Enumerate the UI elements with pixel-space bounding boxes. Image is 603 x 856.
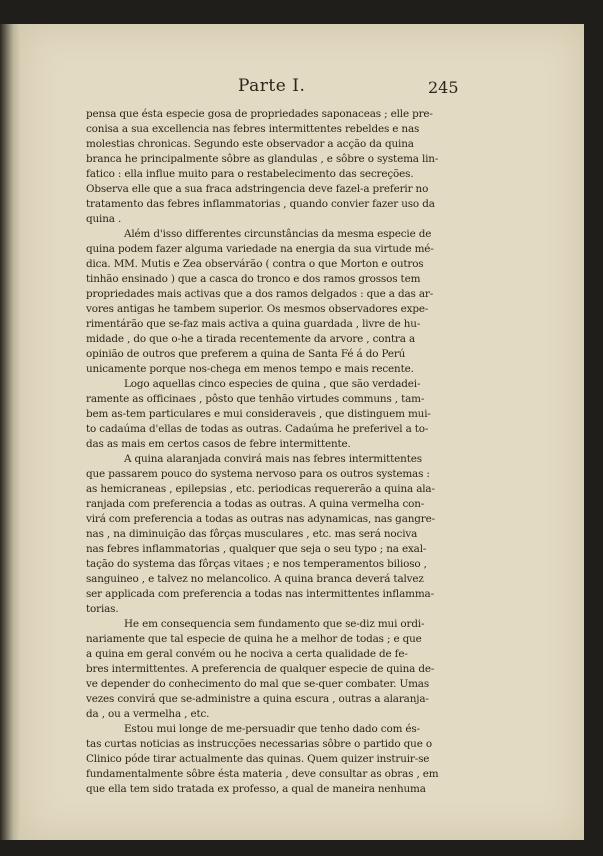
text-line: Observa elle que a sua fraca adstringencia deve fazel-a preferir no (86, 183, 429, 195)
text-line: tinhão ensinado ) que a casca do tronco e dos ramos grossos tem (86, 273, 421, 285)
page-number: 245 (428, 78, 459, 97)
text-line: vores antigas he tambem superior. Os mesmos observadores expe- (86, 303, 429, 315)
text-line: nariamente que tal especie de quina he a melhor de todas ; e que (86, 633, 422, 645)
text-line: bem as-tem particulares e mui consideraveis , que distinguem mui- (86, 408, 431, 420)
text-line: fundamentalmente sôbre ésta materia , deve consultar as obras , em (86, 768, 439, 780)
text-line: nas , na diminuição das fôrças musculares , etc. mas será nociva (86, 528, 418, 540)
text-line: to cadaúma d'ellas de todas as outras. Cadaúma he preferivel a to- (86, 423, 429, 435)
text-line: molestias chronicas. Segundo este observador a acção da quina (86, 138, 414, 150)
running-head: Parte I. (238, 76, 306, 96)
text-line: rimentárão que se-faz mais activa a quina guardada , livre de hu- (86, 318, 421, 330)
text-line: bres intermittentes. A preferencia de qualquer especie de quina de- (86, 663, 435, 675)
text-line: ve depender do conhecimento do mal que se-quer combater. Umas (86, 678, 430, 690)
text-line: Clinico póde tirar actualmente das quinas. Quem quizer instruir-se (86, 753, 430, 765)
paragraph-2 (86, 227, 480, 377)
text-line: branca he principalmente sôbre as glandulas , e sôbre o systema lin- (86, 153, 439, 165)
page-header (20, 76, 584, 106)
paragraph-4 (86, 452, 480, 617)
text-line: sanguineo , e talvez no melancolico. A quina branca deverá talvez (86, 573, 424, 585)
text-line: propriedades mais activas que a dos ramos delgados : que a das ar- (86, 288, 434, 300)
text-line: ser applicada com preferencia a todas nas intermittentes inflamma- (86, 588, 434, 600)
text-line: conisa a sua excellencia nas febres intermittentes rebeldes e nas (86, 123, 420, 135)
text-line: fatico : ella influe muito para o restabelecimento das secreções. (86, 168, 414, 180)
text-line: da , ou a vermelha , etc. (86, 708, 210, 720)
paragraph-5 (86, 617, 480, 722)
text-line: nas febres inflammatorias , qualquer que seja o seu typo ; na exal- (86, 543, 427, 555)
text-line: vezes convirá que se-administre a quina escura , outras a alaranja- (86, 693, 429, 705)
text-line: Estou mui longe de me-persuadir que tenho dado com és- (124, 723, 420, 735)
book-gutter (0, 24, 22, 840)
text-line: midade , do que o-he a tirada recentemente da arvore , contra a (86, 333, 415, 345)
text-line: das as mais em certos casos de febre intermittente. (86, 438, 351, 450)
text-line: dica. MM. Mutis e Zea observárão ( contra o que Morton e outros (86, 258, 424, 270)
text-line: ramente as officinaes , pôsto que tenhão virtudes communs , tam- (86, 393, 425, 405)
book-page (20, 24, 584, 840)
paragraph-6 (86, 722, 480, 797)
text-line: tação do systema das fôrças vitaes ; e nos temperamentos bilioso , (86, 558, 427, 570)
text-line: a quina em geral convém ou he nociva a certa qualidade de fe- (86, 648, 408, 660)
text-line: tratamento das febres inflammatorias , quando convier fazer uso da (86, 198, 435, 210)
text-line: He em consequencia sem fundamento que se-diz mui ordi- (124, 618, 425, 630)
text-line: que passarem pouco do systema nervoso para os outros systemas : (86, 468, 430, 480)
text-line: as hemicraneas , epilepsias , etc. periodicas requererão a quina ala- (86, 483, 435, 495)
text-line: quina podem fazer alguma variedade na energia da sua virtude mé- (86, 243, 434, 255)
paragraph-1 (86, 107, 480, 227)
text-line: tas curtas noticias as instrucções necessarias sôbre o partido que o (86, 738, 432, 750)
text-line: Logo aquellas cinco especies de quina , que são verdadei- (124, 378, 421, 390)
paragraph-3 (86, 377, 480, 452)
text-line: pensa que ésta especie gosa de propriedades saponaceas ; elle pre- (86, 108, 433, 120)
text-line: que ella tem sido tratada ex professo, a qual de maneira nenhuma (86, 783, 426, 795)
body-text (86, 107, 480, 797)
text-line: quina . (86, 213, 122, 225)
text-line: Além d'isso differentes circunstâncias da mesma especie de (124, 228, 432, 240)
text-line: ranjada com preferencia a todas as outras. A quina vermelha con- (86, 498, 425, 510)
text-line: opinião de outros que preferem a quina de Santa Fé á do Perú (86, 348, 406, 360)
text-line: unicamente porque nos-chega em menos tempo e mais recente. (86, 363, 414, 375)
text-line: torias. (86, 603, 119, 615)
text-line: virá com preferencia a todas as outras nas adynamicas, nas gangre- (86, 513, 435, 525)
text-line: A quina alaranjada convirá mais nas febres intermittentes (124, 453, 422, 465)
